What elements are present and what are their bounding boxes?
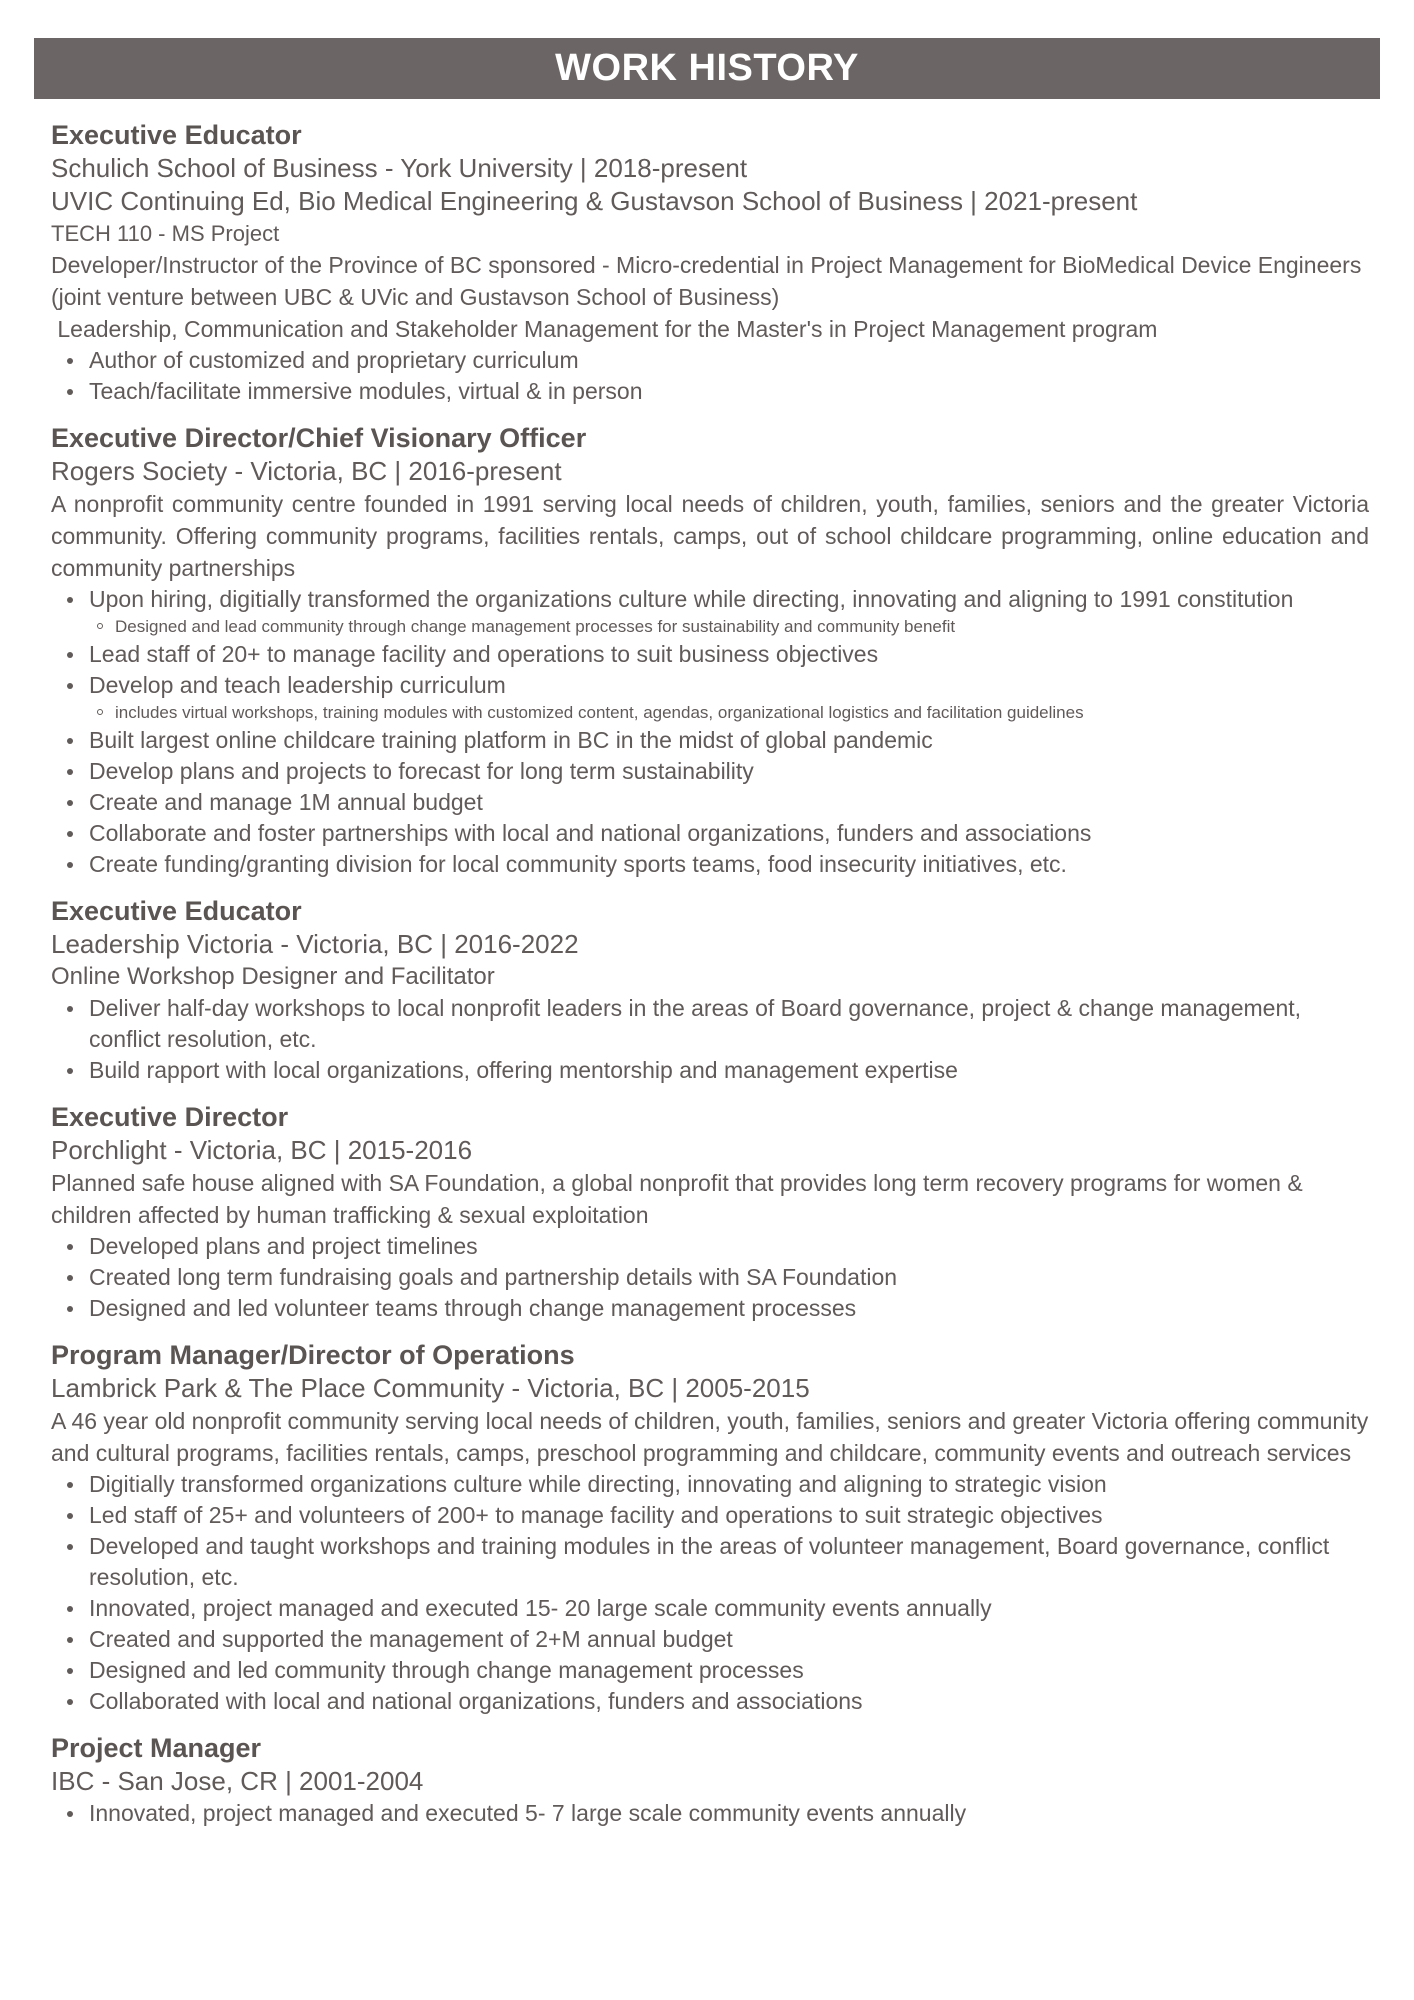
- course-line: TECH 110 - MS Project: [51, 221, 280, 246]
- list-item: Teach/facilitate immersive modules, virtual & in person: [89, 376, 1369, 407]
- job-entry: [51, 1338, 1369, 1717]
- sub-list: [89, 615, 1369, 639]
- bullet-list: [51, 1231, 1369, 1324]
- list-item: Develop plans and projects to forecast for long term sustainability: [89, 756, 1369, 787]
- job-entry: [51, 1100, 1369, 1324]
- job-title: Executive Director/Chief Visionary Officer: [51, 423, 587, 453]
- company-line: IBC - San Jose, CR | 2001-2004: [51, 1766, 424, 1796]
- job-description: Planned safe house aligned with SA Foundation, a global nonprofit that provides long term recovery programs for women & children affected by human trafficking & sexual exploitation: [51, 1170, 1303, 1228]
- company-line: UVIC Continuing Ed, Bio Medical Engineering & Gustavson School of Business | 2021-present: [51, 186, 1138, 216]
- list-item: Built largest online childcare training platform in BC in the midst of global pandemic: [89, 725, 1369, 756]
- bullet-list: [51, 1798, 1369, 1829]
- job-title: Executive Director: [51, 1102, 289, 1132]
- job-entry: [51, 1731, 1369, 1829]
- list-item: Create funding/granting division for local community sports teams, food insecurity initiatives, etc.: [89, 849, 1369, 880]
- sub-list-item: includes virtual workshops, training modules with customized content, agendas, organizational logistics and facilitation guidelines: [115, 701, 1369, 725]
- section-header: WORK HISTORY: [34, 38, 1380, 99]
- job-entry: [51, 421, 1369, 880]
- list-item: Deliver half-day workshops to local nonprofit leaders in the areas of Board governance, project & change management, conflict resolution, etc.: [89, 993, 1369, 1055]
- bullet-list: [51, 345, 1369, 407]
- list-item: Created and supported the management of 2+M annual budget: [89, 1624, 1369, 1655]
- list-item: Designed and led community through change management processes: [89, 1655, 1369, 1686]
- list-item: Designed and led volunteer teams through change management processes: [89, 1293, 1369, 1324]
- job-role: Online Workshop Designer and Facilitator: [51, 963, 495, 990]
- company-line: Lambrick Park & The Place Community - Victoria, BC | 2005-2015: [51, 1373, 810, 1403]
- work-history: [51, 118, 1369, 1843]
- course-line: Leadership, Communication and Stakeholder Management for the Master's in Project Management program: [51, 316, 1158, 342]
- list-item: Create and manage 1M annual budget: [89, 787, 1369, 818]
- company-line: Schulich School of Business - York University | 2018-present: [51, 153, 748, 183]
- list-item: Created long term fundraising goals and partnership details with SA Foundation: [89, 1262, 1369, 1293]
- bullet-list: [51, 1469, 1369, 1717]
- job-title: Program Manager/Director of Operations: [51, 1340, 575, 1370]
- job-title: Project Manager: [51, 1733, 262, 1763]
- list-item: Developed and taught workshops and training modules in the areas of volunteer management, Board governance, conflict resolution, etc.: [89, 1531, 1369, 1593]
- list-item: Collaborated with local and national organizations, funders and associations: [89, 1686, 1369, 1717]
- list-item: Innovated, project managed and executed 15- 20 large scale community events annually: [89, 1593, 1369, 1624]
- list-item: [89, 584, 1369, 639]
- list-item: [89, 670, 1369, 725]
- sub-list-item: Designed and lead community through change management processes for sustainability and community benefit: [115, 615, 1369, 639]
- list-item-text: Develop and teach leadership curriculum: [89, 672, 506, 698]
- job-description: A 46 year old nonprofit community serving local needs of children, youth, families, seniors and greater Victoria offering community and cultural programs, facilities rentals, camps, preschool programming and childcare, community events and outreach services: [51, 1408, 1369, 1466]
- bullet-list: [51, 993, 1369, 1086]
- company-line: Leadership Victoria - Victoria, BC | 2016-2022: [51, 929, 579, 959]
- list-item-text: Upon hiring, digitially transformed the organizations culture while directing, innovating and aligning to 1991 constitution: [89, 586, 1294, 612]
- bullet-list: [51, 584, 1369, 880]
- sub-list: [89, 701, 1369, 725]
- list-item: Innovated, project managed and executed 5- 7 large scale community events annually: [89, 1798, 1369, 1829]
- job-title: Executive Educator: [51, 120, 302, 150]
- list-item: Led staff of 25+ and volunteers of 200+ to manage facility and operations to suit strategic objectives: [89, 1500, 1369, 1531]
- list-item: Collaborate and foster partnerships with local and national organizations, funders and associations: [89, 818, 1369, 849]
- list-item: Author of customized and proprietary curriculum: [89, 345, 1369, 376]
- company-line: Rogers Society - Victoria, BC | 2016-present: [51, 456, 562, 486]
- company-line: Porchlight - Victoria, BC | 2015-2016: [51, 1135, 473, 1165]
- list-item: Developed plans and project timelines: [89, 1231, 1369, 1262]
- list-item: Lead staff of 20+ to manage facility and operations to suit business objectives: [89, 639, 1369, 670]
- list-item: Digitially transformed organizations culture while directing, innovating and aligning to strategic vision: [89, 1469, 1369, 1500]
- job-entry: [51, 894, 1369, 1086]
- job-description: A nonprofit community centre founded in 1991 serving local needs of children, youth, families, seniors and the greater Victoria community. Offering community programs, facilities rentals, camps, out of school childcare programming, online education and community partnerships: [51, 491, 1369, 581]
- job-title: Executive Educator: [51, 896, 302, 926]
- list-item: Build rapport with local organizations, offering mentorship and management expertise: [89, 1055, 1369, 1086]
- course-line: Developer/Instructor of the Province of BC sponsored - Micro-credential in Project Management for BioMedical Device Engineers (joint venture between UBC & UVic and Gustavson School of Business): [51, 252, 1362, 310]
- job-entry: [51, 118, 1369, 407]
